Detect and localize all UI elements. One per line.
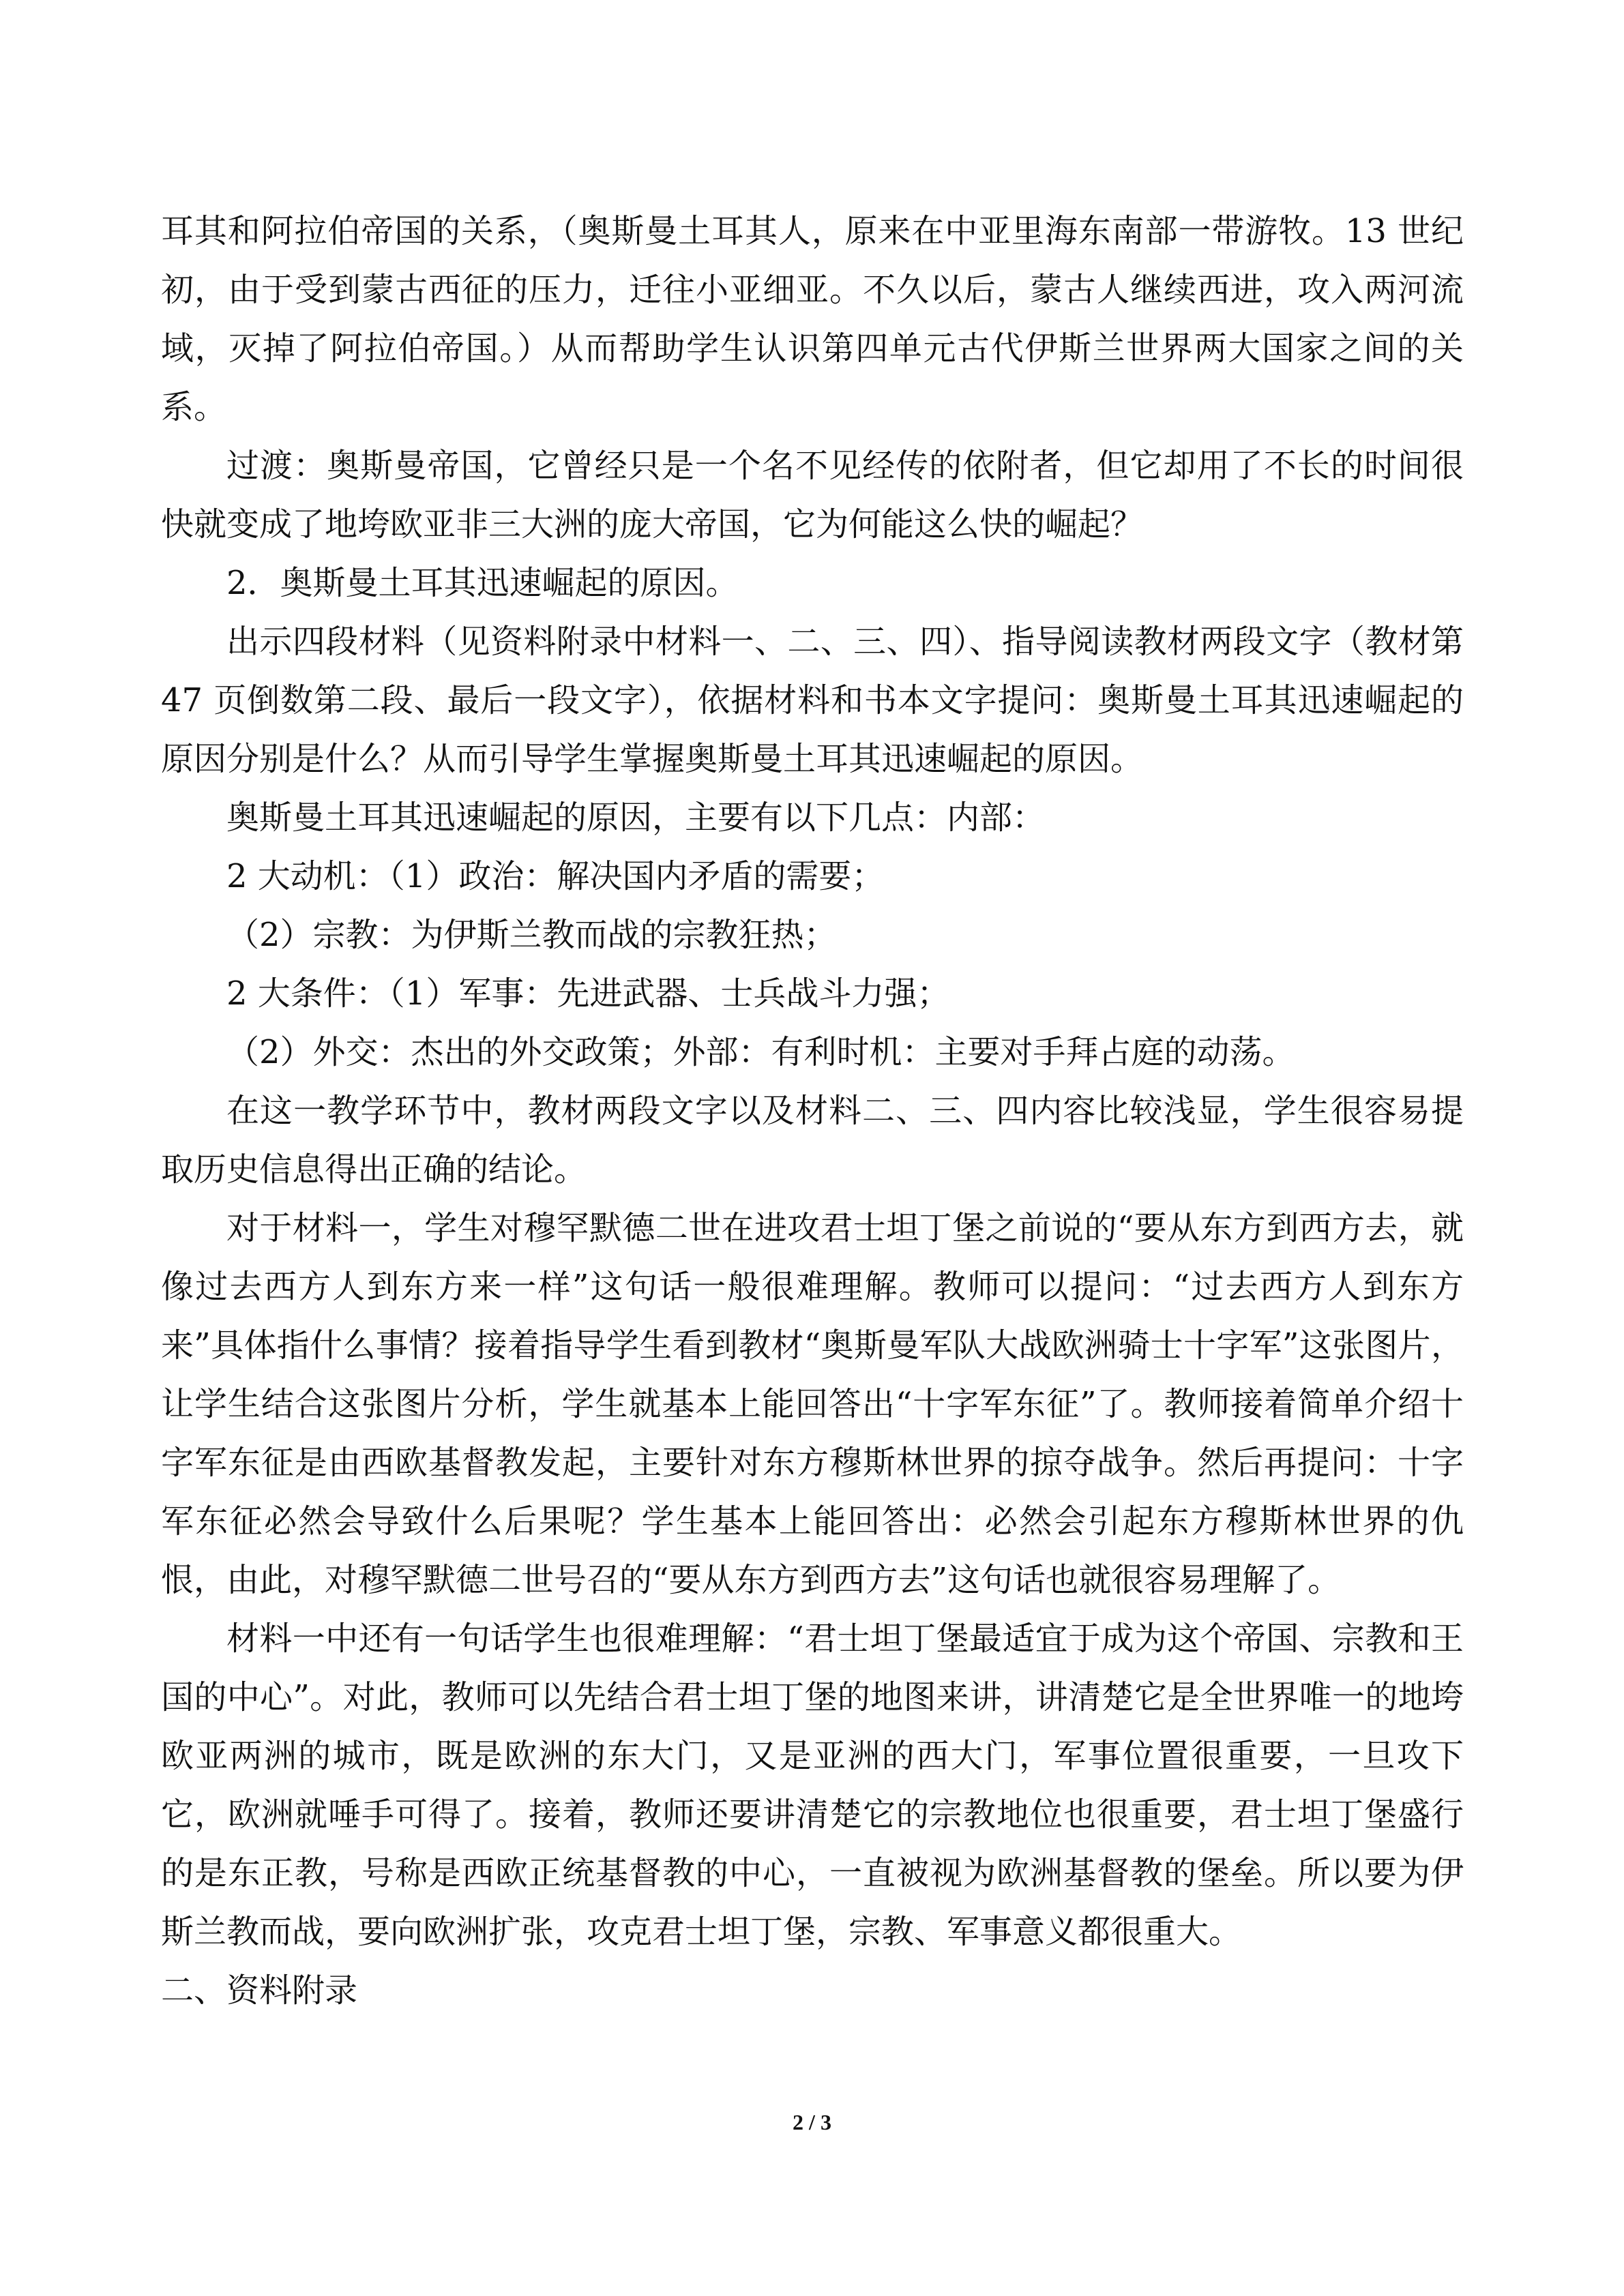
paragraph: 出示四段材料（见资料附录中材料一、二、三、四）、指导阅读教材两段文字（教材第 47 页倒数第二段、最后一段文字），依据材料和书本文字提问：奥斯曼土耳其迅速崛起的原因分别是什么？从而引导学生掌握奥斯曼土耳其迅速崛起的原因。 <box>161 623 1464 778</box>
paragraph: （2）宗教：为伊斯兰教而战的宗教狂热； <box>226 916 837 954</box>
paragraph: 奥斯曼土耳其迅速崛起的原因，主要有以下几点：内部： <box>226 799 1046 837</box>
paragraph: 2 大条件：（1）军事：先进武器、士兵战斗力强； <box>226 974 950 1013</box>
document-body <box>161 202 1464 2020</box>
page-number: 2 / 3 <box>793 2110 831 2134</box>
section-heading: 二、资料附录 <box>161 1971 358 2010</box>
paragraph: 对于材料一，学生对穆罕默德二世在进攻君士坦丁堡之前说的“要从东方到西方去，就像过去西方人到东方来一样”这句话一般很难理解。教师可以提问：“过去西方人到东方来”具体指什么事情？接着指导学生看到教材“奥斯曼军队大战欧洲骑士十字军”这张图片，让学生结合这张图片分析，学生就基本上能回答出“十字军东征”了。教师接着简单介绍十字军东征是由西欧基督教发起，主要针对东方穆斯林世界的掠夺战争。然后再提问：十字军东征必然会导致什么后果呢？学生基本上能回答出：必然会引起东方穆斯林世界的仇恨，由此，对穆罕默德二世号召的“要从东方到西方去”这句话也就很容易理解了。 <box>161 1209 1464 1599</box>
paragraph: 过渡：奥斯曼帝国，它曾经只是一个名不见经传的依附者，但它却用了不长的时间很快就变成了地垮欧亚非三大洲的庞大帝国，它为何能这么快的崛起？ <box>161 447 1464 543</box>
paragraph: 2．奥斯曼土耳其迅速崛起的原因。 <box>226 564 739 602</box>
paragraph: 耳其和阿拉伯帝国的关系，（奥斯曼土耳其人，原来在中亚里海东南部一带游牧。13 世纪初，由于受到蒙古西征的压力，迁往小亚细亚。不久以后，蒙古人继续西进，攻入两河流域，灭掉了阿拉伯帝国。）从而帮助学生认识第四单元古代伊斯兰世界两大国家之间的关系。 <box>161 212 1464 426</box>
paragraph: 材料一中还有一句话学生也很难理解：“君士坦丁堡最适宜于成为这个帝国、宗教和王国的中心”。对此，教师可以先结合君士坦丁堡的地图来讲，讲清楚它是全世界唯一的地垮欧亚两洲的城市，既是欧洲的东大门，又是亚洲的西大门，军事位置很重要，一旦攻下它，欧洲就唾手可得了。接着，教师还要讲清楚它的宗教地位也很重要，君士坦丁堡盛行的是东正教，号称是西欧正统基督教的中心，一直被视为欧洲基督教的堡垒。所以要为伊斯兰教而战，要向欧洲扩张，攻克君士坦丁堡，宗教、军事意义都很重大。 <box>161 1620 1464 1951</box>
paragraph: 在这一教学环节中，教材两段文字以及材料二、三、四内容比较浅显，学生很容易提取历史信息得出正确的结论。 <box>161 1092 1464 1189</box>
paragraph: 2 大动机：（1）政治：解决国内矛盾的需要； <box>226 857 885 895</box>
paragraph: （2）外交：杰出的外交政策；外部：有利时机：主要对手拜占庭的动荡。 <box>226 1033 1295 1071</box>
